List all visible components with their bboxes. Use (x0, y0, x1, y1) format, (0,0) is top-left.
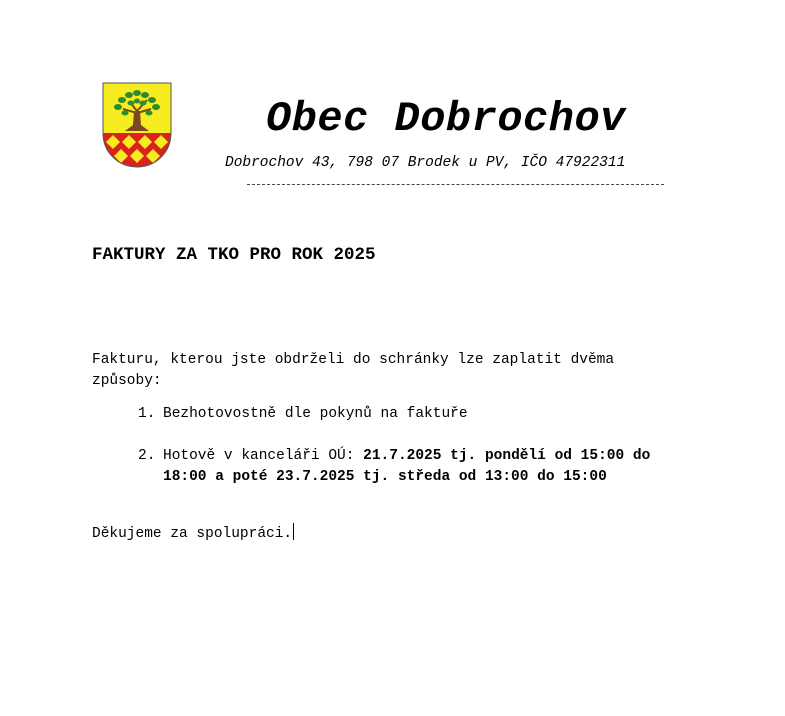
list-item (92, 446, 692, 488)
list-item-schedule: 21.7.2025 tj. pondělí od 15:00 do 18:00 a poté 23.7.2025 tj. středa od 13:00 do 15:00 (163, 448, 651, 485)
document-heading: FAKTURY ZA TKO PRO ROK 2025 (92, 245, 376, 265)
coat-of-arms-icon (101, 81, 173, 169)
list-item (92, 404, 692, 425)
list-item-text: Hotově v kanceláři OÚ: (163, 448, 364, 464)
text-cursor (293, 523, 294, 540)
list-item-text: Bezhotovostně dle pokynů na faktuře (163, 406, 468, 422)
municipality-title: Obec Dobrochov (266, 95, 626, 143)
intro-paragraph: Fakturu, kterou jste obdrželi do schránky lze zaplatit dvěma způsoby: (92, 352, 615, 389)
list-item-number: 2. (138, 448, 156, 464)
closing-text-line[interactable] (92, 523, 294, 545)
payment-methods-list (92, 404, 692, 509)
header-divider (247, 184, 664, 185)
list-item-number: 1. (138, 406, 156, 422)
closing-text: Děkujeme za spolupráci. (92, 526, 293, 542)
municipality-address: Dobrochov 43, 798 07 Brodek u PV, IČO 47922311 (225, 155, 626, 171)
